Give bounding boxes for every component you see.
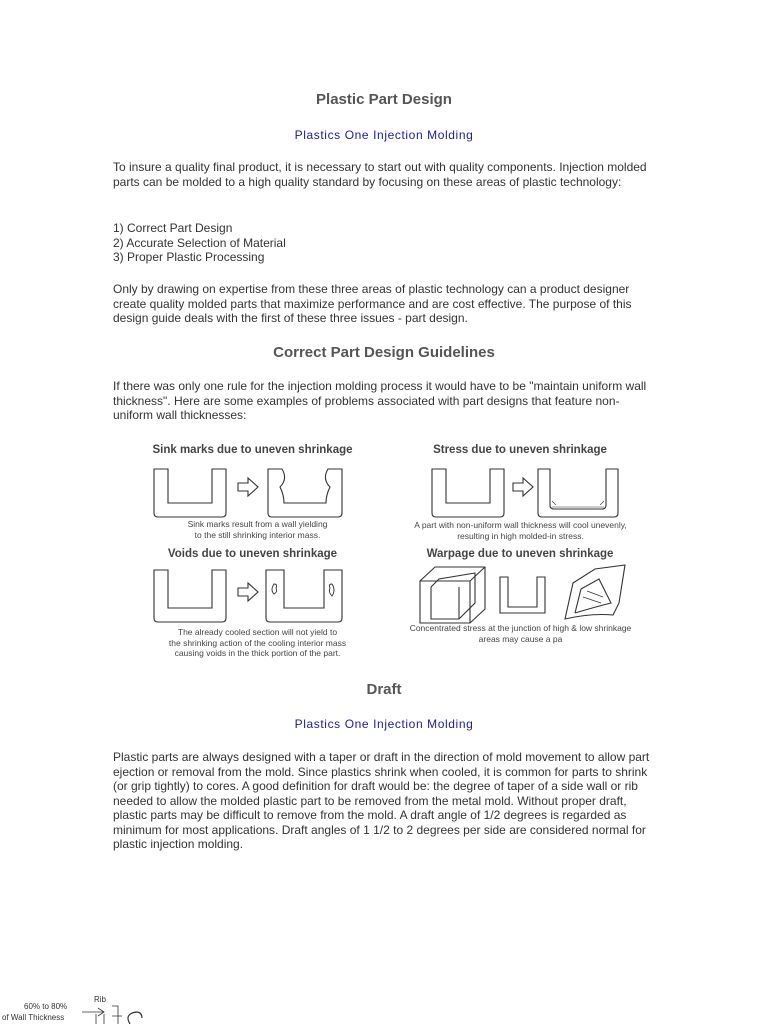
figure-caption-warpage	[388, 623, 653, 644]
rib-thickness-label: 60% to 80%	[24, 1002, 68, 1011]
figure-caption-voids	[120, 627, 395, 659]
section-title-draft: Draft	[366, 681, 402, 698]
caption-line: The already cooled section will not yield to	[177, 627, 338, 637]
caption-line: resulting in high molded-in stress.	[457, 530, 584, 541]
draft-subtitle-link[interactable]: Plastics One Injection Molding	[294, 717, 474, 731]
figure-caption-stress	[388, 520, 653, 541]
list-item: 2) Accurate Selection of Material	[113, 235, 286, 250]
page-title: Plastic Part Design	[316, 91, 452, 108]
section-title-guidelines: Correct Part Design Guidelines	[273, 344, 495, 361]
stress-diagram	[428, 465, 628, 520]
caption-line: A part with non-uniform wall thickness will cool unevenly,	[414, 520, 627, 530]
caption-line: causing voids in the thick portion of the part.	[174, 648, 341, 658]
caption-line: Concentrated stress at the junction of high & low shrinkage	[409, 623, 632, 633]
list-item: 3) Proper Plastic Processing	[113, 250, 265, 264]
figure-title-warpage: Warpage due to uneven shrinkage	[426, 548, 614, 560]
caption-line: Sink marks result from a wall yielding	[187, 519, 328, 529]
caption-line: the shrinking action of the cooling interior mass	[168, 637, 347, 648]
figure-title-voids: Voids due to uneven shrinkage	[167, 548, 338, 560]
caption-line: areas may cause a pa	[478, 633, 563, 644]
sink-marks-diagram	[150, 465, 350, 520]
figure-caption-sink	[120, 519, 395, 540]
guidelines-paragraph: If there was only one rule for the injection molding process it would have to be "maintain uniform wall thickness". Here are some examples of problems associated with part designs that feature non-uniform wall thicknesses:	[113, 379, 647, 422]
voids-diagram	[150, 566, 350, 626]
caption-line: to the still shrinking interior mass.	[194, 529, 321, 540]
intro-paragraph: To insure a quality final product, it is necessary to start out with quality components. Injection molded parts can be molded to a high quality standard by focusing on these areas of plastic technology:	[113, 160, 647, 189]
rib-label: Rib	[94, 995, 107, 1004]
figure-title-sink: Sink marks due to uneven shrinkage	[152, 444, 353, 456]
list-item: 1) Correct Part Design	[113, 221, 233, 235]
figure-title-stress: Stress due to uneven shrinkage	[433, 444, 607, 456]
rib-thickness-diagram-fragment	[0, 992, 160, 1024]
wall-thickness-label: of Wall Thickness	[2, 1013, 65, 1022]
focus-area-list	[113, 221, 658, 265]
warpage-diagram	[415, 563, 635, 623]
intro-paragraph-2: Only by drawing on expertise from these three areas of plastic technology can a product designer create quality molded parts that maximize performance and are cost effective. The purpose of this design guide deals with the first of these three issues - part design.	[113, 282, 632, 325]
draft-paragraph: Plastic parts are always designed with a taper or draft in the direction of mold movement to allow part ejection or removal from the mold. Since plastics shrink when cooled, it is common for parts to shrink (or grip tightly) to cores. A good definition for draft would be: the degree of taper of a side wall or rib needed to allow the molded plastic part to be removed from the metal mold. Without proper draft, plastic parts may be difficult to remove from the mold. A draft angle of 1/2 degrees is regarded as minimum for most applications. Draft angles of 1 1/2 to 2 degrees per side are considered normal for plastic injection molding.	[113, 750, 650, 851]
page-subtitle-link[interactable]: Plastics One Injection Molding	[294, 128, 474, 142]
